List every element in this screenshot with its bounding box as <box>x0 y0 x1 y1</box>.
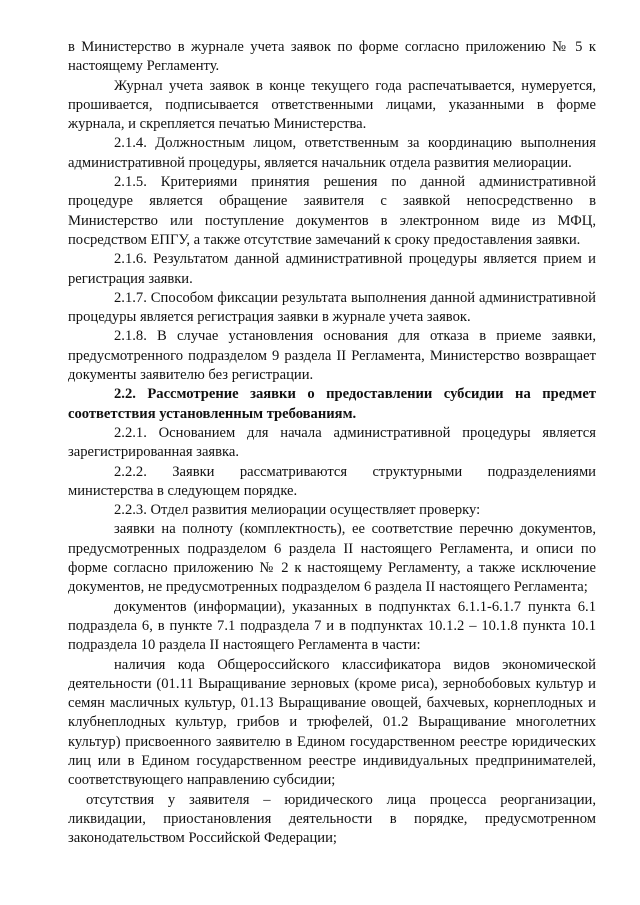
paragraph-2-1-7: 2.1.7. Способом фиксации результата выполнения данной административной процедуры является регистрация заявки в журнале учета заявок. <box>68 289 596 326</box>
paragraph-2-2-1: 2.2.1. Основанием для начала административной процедуры является зарегистрированная заявка. <box>68 424 596 461</box>
paragraph-journal-printing: Журнал учета заявок в конце текущего года распечатывается, нумеруется, прошивается, подписывается ответственными лицами, указанными в форме журнала, и скрепляется печатью Министерства. <box>68 77 596 133</box>
paragraph-2-2-2: 2.2.2. Заявки рассматриваются структурными подразделениями министерства в следующем порядке. <box>68 463 596 499</box>
paragraph-2-1-6: 2.1.6. Результатом данной административной процедуры является прием и регистрация заявки. <box>68 251 596 287</box>
section-heading-2-2: 2.2. Рассмотрение заявки о предоставлении субсидии на предмет соответствия установленным требованиям. <box>68 386 596 422</box>
paragraph-no-reorganization: отсутствия у заявителя – юридического лица процесса реорганизации, ликвидации, приостановления деятельности в порядке, предусмотренном законодательством Российской Федерации; <box>68 791 596 847</box>
paragraph-2-1-5: 2.1.5. Критериями принятия решения по данной административной процедуре является обращение заявителя с заявкой непосредственно в Министерство или поступление документов в электронном виде из МФЦ, посредством ЕПГУ, а также отсутствие замечаний к сроку предоставления заявки. <box>68 174 596 248</box>
paragraph-documents-check: документов (информации), указанных в подпунктах 6.1.1-6.1.7 пункта 6.1 подраздела 6, в пункте 7.1 подраздела 7 и в подпунктах 10.1.2 – 10.1.8 пункта 10.1 подраздела 10 раздела II настоящего Регламента в части: <box>68 598 596 654</box>
paragraph-journal-registration: в Министерство в журнале учета заявок по форме согласно приложению № 5 к настоящему Регламенту. <box>68 39 596 75</box>
paragraph-2-2-3: 2.2.3. Отдел развития мелиорации осуществляет проверку: <box>114 502 481 519</box>
paragraph-2-1-4: 2.1.4. Должностным лицом, ответственным за координацию выполнения административной процедуры, является начальник отдела развития мелиорации. <box>68 135 596 171</box>
paragraph-completeness-check: заявки на полноту (комплектность), ее соответствие перечню документов, предусмотренных подразделом 6 раздела II настоящего Регламента, и описи по форме согласно приложению № 2 к настоящему Регламенту, а также исключение документов, не предусмотренных подразделом 6 раздела II настоящего Регламента; <box>68 521 596 596</box>
paragraph-okved-code: наличия кода Общероссийского классификатора видов экономической деятельности (01.11 Выращивание зерновых (кроме риса), зернобобовых культур и семян масличных культур, 01.13 Выращивание овощей, бахчевых, корнеплодных и клубнеплодных культур, грибов и трюфелей, 01.2 Выращивание многолетних культур) присвоенного заявителю в Едином государственном реестре юридических лиц или в Едином государственном реестре индивидуальных предпринимателей, соответствующего направлению субсидии; <box>68 656 596 789</box>
paragraph-2-1-8: 2.1.8. В случае установления основания для отказа в приеме заявки, предусмотренного подразделом 9 раздела II Регламента, Министерство возвращает документы заявителю без регистрации. <box>68 328 596 384</box>
